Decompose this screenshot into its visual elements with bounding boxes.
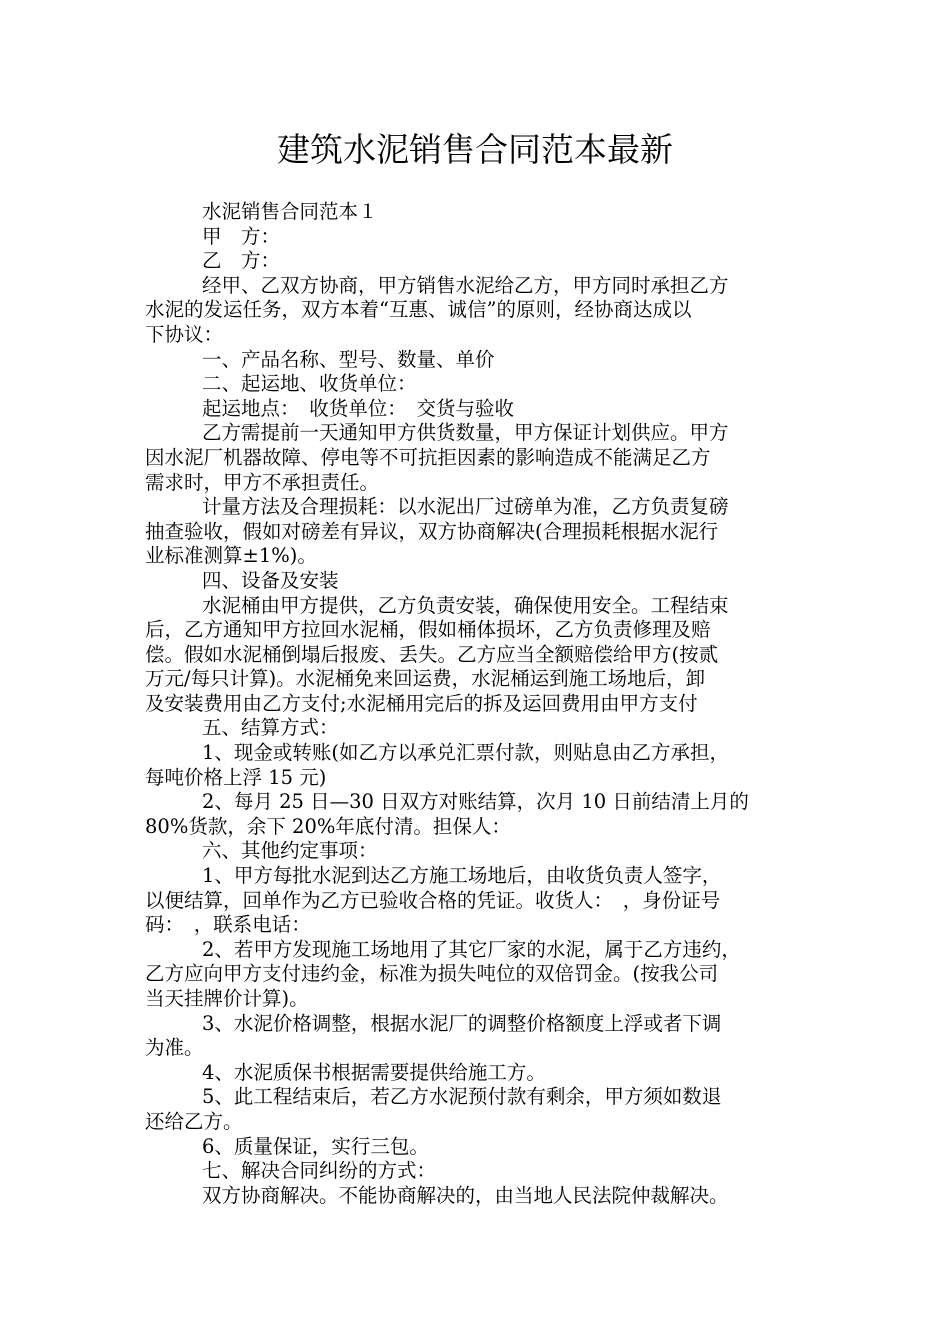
- document-body: [145, 200, 815, 1208]
- text-line: 双方协商解决。不能协商解决的，由当地人民法院仲裁解决。: [202, 1183, 729, 1207]
- text-line: 以便结算，回单作为乙方已验收合格的凭证。收货人： ，身份证号: [145, 888, 721, 912]
- paragraph: [145, 397, 815, 422]
- paragraph: [145, 938, 815, 1012]
- text-line: 1、现金或转账(如乙方以承兑汇票付款，则贴息由乙方承担，: [202, 741, 730, 765]
- section-heading: [145, 716, 815, 741]
- section-heading: [145, 1159, 815, 1184]
- text-line: 业标准测算±1%)。: [145, 544, 317, 568]
- paragraph: [145, 225, 815, 250]
- text-line: 乙方应向甲方支付违约金，标准为损失吨位的双倍罚金。(按我公司: [145, 962, 719, 986]
- paragraph: [145, 1085, 815, 1134]
- text-line: 偿。假如水泥桶倒塌后报废、丢失。乙方应当全额赔偿给甲方(按贰: [145, 642, 719, 666]
- text-line: 下协议：: [145, 322, 224, 346]
- section-heading: [145, 569, 815, 594]
- text-line: 二、起运地、收货单位：: [202, 372, 417, 396]
- paragraph: [145, 594, 815, 717]
- text-line: 为准。: [145, 1036, 204, 1060]
- text-line: 七、解决合同纠纷的方式：: [202, 1159, 437, 1183]
- paragraph: [145, 790, 815, 839]
- text-line: 4、水泥质保书根据需要提供给施工方。: [202, 1060, 546, 1084]
- text-line: 六、其他约定事项：: [202, 839, 378, 863]
- text-line: 计量方法及合理损耗：以水泥出厂过磅单为准，乙方负责复磅: [202, 495, 729, 519]
- text-line: 2、每月 25 日—30 日双方对账结算，次月 10 日前结清上月的: [202, 790, 749, 814]
- text-line: 水泥桶由甲方提供，乙方负责安装，确保使用安全。工程结束: [202, 593, 729, 617]
- text-line: 需求时，甲方不承担责任。: [145, 470, 380, 494]
- paragraph: [145, 1135, 815, 1160]
- text-line: 码： ，联系电话：: [145, 913, 311, 937]
- document-title: 建筑水泥销售合同范本最新: [277, 130, 673, 169]
- paragraph: [145, 1184, 815, 1209]
- section-heading: [145, 348, 815, 373]
- text-line: 五、结算方式：: [202, 716, 339, 740]
- text-line: 四、设备及安装: [202, 568, 339, 592]
- text-line: 还给乙方。: [145, 1109, 243, 1133]
- text-line: 2、若甲方发现施工场地用了其它厂家的水泥，属于乙方违约，: [202, 937, 741, 961]
- paragraph: [145, 1061, 815, 1086]
- text-line: 因水泥厂机器故障、停电等不可抗拒因素的影响造成不能满足乙方: [145, 445, 711, 469]
- paragraph: [145, 274, 815, 348]
- text-line: 1、甲方每批水泥到达乙方施工场地后，由收货负责人签字，: [202, 864, 722, 888]
- paragraph: [145, 741, 815, 790]
- text-line: 每吨价格上浮 15 元): [145, 765, 327, 789]
- text-line: 一、产品名称、型号、数量、单价: [202, 347, 495, 371]
- paragraph: [145, 421, 815, 495]
- text-line: 水泥销售合同范本１: [202, 200, 378, 223]
- text-line: 当天挂牌价计算)。: [145, 987, 309, 1010]
- text-line: 乙 方：: [202, 249, 281, 273]
- paragraph: [145, 1012, 815, 1061]
- paragraph: [145, 249, 815, 274]
- text-line: 及安装费用由乙方支付;水泥桶用完后的拆及运回费用由甲方支付: [145, 691, 698, 715]
- text-line: 抽查验收，假如对磅差有异议，双方协商解决(合理损耗根据水泥行: [145, 519, 719, 543]
- text-line: 起运地点： 收货单位： 交货与验收: [202, 396, 515, 420]
- section-heading: [145, 839, 815, 864]
- paragraph: [145, 864, 815, 938]
- text-line: 甲 方：: [202, 224, 281, 248]
- text-line: 5、此工程结束后，若乙方水泥预付款有剩余，甲方须如数退: [202, 1085, 722, 1109]
- text-line: 6、质量保证，实行三包。: [202, 1134, 429, 1158]
- text-line: 80%货款，余下 20%年底付清。担保人：: [145, 814, 511, 838]
- text-line: 3、水泥价格调整，根据水泥厂的调整价格额度上浮或者下调: [202, 1011, 722, 1035]
- text-line: 万元/每只计算)。水泥桶免来回运费，水泥桶运到施工场地后，卸: [145, 667, 706, 691]
- text-line: 经甲、乙双方协商，甲方销售水泥给乙方，甲方同时承担乙方: [202, 273, 729, 297]
- paragraph: [145, 495, 815, 569]
- section-heading: [145, 372, 815, 397]
- text-line: 乙方需提前一天通知甲方供货数量，甲方保证计划供应。甲方: [202, 421, 729, 445]
- paragraph: [145, 200, 815, 225]
- text-line: 水泥的发运任务，双方本着“互惠、诚信”的原则，经协商达成以: [145, 298, 692, 322]
- text-line: 后，乙方通知甲方拉回水泥桶，假如桶体损坏，乙方负责修理及赔: [145, 618, 711, 642]
